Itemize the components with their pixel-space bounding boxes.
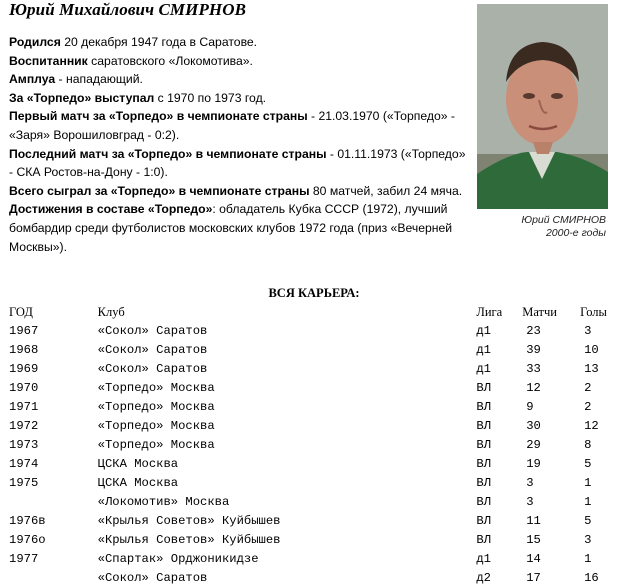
- cell-matches: 3: [526, 475, 534, 490]
- table-row: [9, 568, 620, 587]
- player-photo: [477, 4, 608, 209]
- cell-goals: 1: [584, 551, 592, 566]
- col-league: Лига: [476, 304, 503, 319]
- cell-year: [9, 568, 98, 587]
- cell-matches: 3: [526, 494, 534, 509]
- cell-club: «Торпедо» Москва: [97, 437, 215, 452]
- career-title-text: ВСЯ КАРЬЕРА:: [268, 286, 360, 300]
- cell-club: «Сокол» Саратов: [97, 361, 208, 376]
- bio-label: Достижения в составе «Торпедо»: [9, 202, 213, 217]
- cell-league: ВЛ: [476, 456, 491, 471]
- cell-year: 1974: [9, 456, 39, 471]
- cell-league: ВЛ: [476, 494, 491, 509]
- bio-label: Всего сыграл за «Торпедо» в чемпионате страны: [9, 183, 310, 198]
- table-row: [9, 378, 620, 397]
- cell-matches: 14: [526, 551, 541, 566]
- cell-club: «Торпедо» Москва: [97, 399, 215, 414]
- cell-club: «Крылья Советов» Куйбышев: [97, 532, 281, 547]
- cell-league: ВЛ: [476, 399, 491, 414]
- cell-league: ВЛ: [476, 532, 491, 547]
- bio-text: - 21.03.1970 («Торпедо» - «Заря» Ворошиловград - 0:2).: [9, 109, 455, 142]
- cell-goals: 13: [584, 361, 599, 376]
- cell-league: ВЛ: [476, 475, 491, 490]
- cell-league: д2: [476, 570, 491, 585]
- bio-line: [9, 33, 471, 52]
- biography: [9, 33, 471, 256]
- cell-goals: 16: [584, 570, 599, 585]
- cell-club: «Торпедо» Москва: [97, 418, 215, 433]
- bio-label: Первый матч за «Торпедо» в чемпионате страны: [9, 109, 308, 124]
- cell-goals: 2: [584, 380, 592, 395]
- cell-year: 1976о: [9, 532, 46, 547]
- cell-goals: 2: [584, 399, 592, 414]
- bio-label: Воспитанник: [9, 53, 88, 68]
- bio-line: [9, 200, 471, 256]
- cell-club: «Торпедо» Москва: [97, 380, 215, 395]
- cell-league: д1: [476, 342, 491, 357]
- cell-club: «Сокол» Саратов: [97, 323, 208, 338]
- cell-matches: 19: [526, 456, 541, 471]
- bio-label: Последний матч за «Торпедо» в чемпионате страны: [9, 146, 327, 161]
- table-row: [9, 397, 620, 416]
- cell-league: ВЛ: [476, 380, 491, 395]
- cell-goals: 3: [584, 323, 592, 338]
- table-row: [9, 435, 620, 454]
- table-row: [9, 359, 620, 378]
- cell-club: ЦСКА Москва: [97, 475, 179, 490]
- cell-club: «Спартак» Орджоникидзе: [97, 551, 259, 566]
- table-row: [9, 321, 620, 340]
- cell-club: «Крылья Советов» Куйбышев: [97, 513, 281, 528]
- col-year: ГОД: [9, 304, 33, 319]
- bio-line: [9, 52, 471, 71]
- table-row: [9, 549, 620, 568]
- cell-year: [9, 492, 98, 511]
- cell-matches: 39: [526, 342, 541, 357]
- cell-league: ВЛ: [476, 513, 491, 528]
- cell-matches: 33: [526, 361, 541, 376]
- portrait-image: [477, 4, 608, 209]
- cell-goals: 10: [584, 342, 599, 357]
- table-row: [9, 454, 620, 473]
- career-table-header: [9, 303, 620, 321]
- table-row: [9, 492, 620, 511]
- cell-year: 1970: [9, 380, 39, 395]
- cell-year: 1967: [9, 323, 39, 338]
- cell-goals: 3: [584, 532, 592, 547]
- cell-league: д1: [476, 323, 491, 338]
- cell-goals: 8: [584, 437, 592, 452]
- career-table: [9, 303, 620, 587]
- cell-matches: 30: [526, 418, 541, 433]
- cell-matches: 9: [526, 399, 534, 414]
- table-row: [9, 511, 620, 530]
- cell-club: «Сокол» Саратов: [97, 570, 208, 585]
- cell-year: 1972: [9, 418, 39, 433]
- bio-text: - нападающий.: [55, 72, 143, 87]
- bio-line: [9, 89, 471, 108]
- cell-league: д1: [476, 551, 491, 566]
- cell-league: ВЛ: [476, 418, 491, 433]
- cell-year: 1969: [9, 361, 39, 376]
- bio-label: Родился: [9, 35, 61, 49]
- cell-goals: 5: [584, 456, 592, 471]
- cell-matches: 23: [526, 323, 541, 338]
- cell-goals: 5: [584, 513, 592, 528]
- bio-text: саратовского «Локомотива».: [87, 53, 253, 68]
- col-club: Клуб: [97, 304, 125, 319]
- table-row: [9, 473, 620, 492]
- cell-matches: 15: [526, 532, 541, 547]
- bio-text: с 1970 по 1973 год.: [154, 90, 267, 105]
- bio-label: За «Торпедо» выступал: [9, 90, 155, 105]
- page-title: Юрий Михайлович СМИРНОВ: [9, 0, 247, 19]
- cell-year: 1976в: [9, 513, 46, 528]
- cell-club: «Локомотив» Москва: [97, 494, 230, 509]
- cell-matches: 17: [526, 570, 541, 585]
- bio-line: [9, 182, 471, 201]
- cell-goals: 12: [584, 418, 599, 433]
- caption-name: Юрий СМИРНОВ: [521, 214, 606, 226]
- bio-text: : обладатель Кубка СССР (1972), лучший бомбардир среди футболистов московских клубов 1972 года (приз «Вечерней Москвы»).: [9, 202, 453, 254]
- col-matches: Матчи: [522, 304, 557, 319]
- career-section-title: [0, 286, 620, 301]
- cell-year: 1971: [9, 399, 39, 414]
- table-row: [9, 340, 620, 359]
- cell-club: «Сокол» Саратов: [97, 342, 208, 357]
- cell-league: д1: [476, 361, 491, 376]
- cell-matches: 29: [526, 437, 541, 452]
- bio-text: 20 декабря 1947 года в Саратове.: [60, 35, 258, 49]
- table-row: [9, 416, 620, 435]
- cell-year: 1968: [9, 342, 39, 357]
- bio-text: - 01.11.1973 («Торпедо» - СКА Ростов-на-Дону - 1:0).: [9, 146, 466, 180]
- photo-caption: [477, 214, 606, 240]
- caption-period: 2000-е годы: [545, 227, 606, 239]
- cell-matches: 12: [526, 380, 541, 395]
- cell-year: 1975: [9, 475, 39, 490]
- cell-year: 1977: [9, 551, 39, 566]
- bio-text: 80 матчей, забил 24 мяча.: [309, 183, 463, 198]
- cell-year: 1973: [9, 437, 39, 452]
- bio-line: [9, 145, 471, 182]
- cell-matches: 11: [526, 513, 541, 528]
- cell-club: ЦСКА Москва: [97, 456, 179, 471]
- bio-label: Амплуа: [9, 72, 56, 87]
- bio-line: [9, 107, 471, 144]
- bio-line: [9, 70, 471, 89]
- table-row: [9, 530, 620, 549]
- cell-goals: 1: [584, 475, 592, 490]
- col-goals: Голы: [580, 304, 607, 319]
- cell-league: ВЛ: [476, 437, 491, 452]
- cell-goals: 1: [584, 494, 592, 509]
